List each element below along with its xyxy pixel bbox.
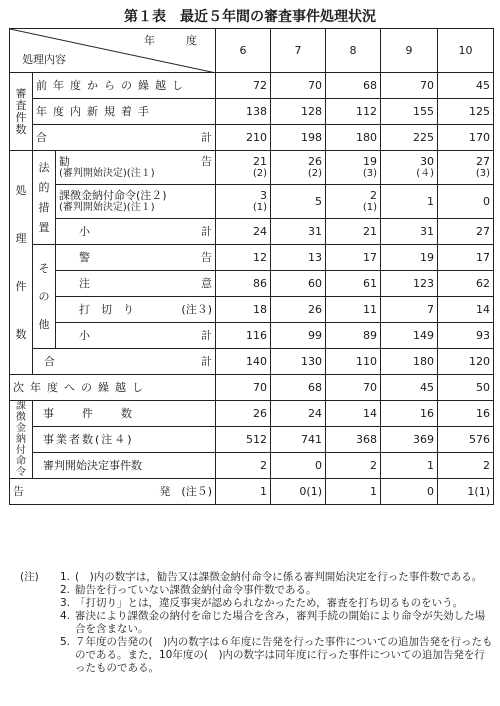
cell-value: 27: [438, 219, 494, 245]
cell-value: 27 (3): [438, 151, 494, 185]
cell-value: 70: [381, 73, 438, 99]
row-label-kankoku: 勧 告 (審判開始決定)(注１): [56, 151, 216, 185]
cell-value: 512: [216, 427, 271, 453]
table-row: [10, 151, 494, 185]
cell-value: 13: [271, 245, 326, 271]
cell-value: 180: [326, 125, 381, 151]
cell-value: 16: [438, 401, 494, 427]
cell-value: 45: [438, 73, 494, 99]
row-label: 事 件 数: [33, 401, 216, 427]
table-row: [10, 427, 494, 453]
cell-value: 18: [216, 297, 271, 323]
cell-value: 1: [381, 185, 438, 219]
cell-value: 123: [381, 271, 438, 297]
cell-value: 149: [381, 323, 438, 349]
row-label: 審判開始決定事件数: [33, 453, 216, 479]
cell-value: 17: [438, 245, 494, 271]
cell-value: 19 (3): [326, 151, 381, 185]
cell-value: 128: [271, 99, 326, 125]
header-row: [10, 29, 494, 73]
cell-value: 120: [438, 349, 494, 375]
cell-value: 14: [438, 297, 494, 323]
cell-value: 138: [216, 99, 271, 125]
table-title: 第１表 最近５年間の審査事件処理状況: [124, 9, 376, 25]
cell-value: 0(1): [271, 479, 326, 505]
cell-value: 14: [326, 401, 381, 427]
cell-value: 110: [326, 349, 381, 375]
cell-value: 21 (2): [216, 151, 271, 185]
table-row: [10, 219, 494, 245]
cell-value: 24: [216, 219, 271, 245]
cell-value: 155: [381, 99, 438, 125]
row-label: 事業者数(注４): [33, 427, 216, 453]
group-label-sonota: その他: [33, 245, 56, 349]
header-corner-cell: [10, 29, 216, 73]
cell-value: 70: [271, 73, 326, 99]
group-label-kachokin: 課徴金納付命令: [10, 401, 33, 479]
cell-value: 68: [326, 73, 381, 99]
table-row: [10, 245, 494, 271]
group-label-shinsa: 審査件数: [10, 73, 33, 151]
table-row: [10, 125, 494, 151]
cell-value: 31: [271, 219, 326, 245]
year-label: 年 度: [144, 34, 208, 47]
group-label-shori: 処理件数: [10, 151, 33, 375]
cell-value: 368: [326, 427, 381, 453]
row-label: 次年度への繰越し: [10, 375, 216, 401]
cell-value: 3 (1): [216, 185, 271, 219]
cell-value: 1: [216, 479, 271, 505]
year-header: 7: [271, 29, 326, 73]
cell-value: 225: [381, 125, 438, 151]
cell-value: 19: [381, 245, 438, 271]
cell-value: 180: [381, 349, 438, 375]
footnotes: [20, 571, 494, 675]
cell-value: 369: [381, 427, 438, 453]
row-label: 合 計: [33, 349, 216, 375]
cell-value: 72: [216, 73, 271, 99]
cell-value: 17: [326, 245, 381, 271]
footnote-item: (注) 1. ( )内の数字は，勧告又は課徴金納付命令に係る審判開始決定を行った事件数である。: [20, 571, 483, 583]
table-row: [10, 297, 494, 323]
footnote-item: 2. 勧告を行っていない課徴金納付命令事件数である。: [59, 584, 317, 596]
cell-value: 1(1): [438, 479, 494, 505]
cell-value: 1: [326, 479, 381, 505]
group-label-hoteki: 法的措置: [33, 151, 56, 245]
cell-value: 70: [326, 375, 381, 401]
cell-value: 116: [216, 323, 271, 349]
row-label: 小 計: [56, 323, 216, 349]
year-header: 6: [216, 29, 271, 73]
table-row: [10, 99, 494, 125]
row-label: 小 計: [56, 219, 216, 245]
row-label: 打 切 り (注３): [56, 297, 216, 323]
cell-value: 576: [438, 427, 494, 453]
table-row: [10, 479, 494, 505]
row-label: 合 計: [33, 125, 216, 151]
row-label: 警 告: [56, 245, 216, 271]
row-label: 年度内新規着手: [33, 99, 216, 125]
cell-value: 61: [326, 271, 381, 297]
table-row: [10, 185, 494, 219]
cell-value: 1: [381, 453, 438, 479]
year-header: 10: [438, 29, 494, 73]
footnote-item: 4. 審決により課徴金の納付を命じた場合を含み，審判手続の開始により命令が失効した場合を含まない。: [59, 610, 486, 635]
cell-value: 45: [381, 375, 438, 401]
cell-value: 26 (2): [271, 151, 326, 185]
row-label-kachokin-meirei: 課徴金納付命令(注２) (審判開始決定)(注１): [56, 185, 216, 219]
table-row: [10, 73, 494, 99]
table-row: [10, 401, 494, 427]
table-row: [10, 453, 494, 479]
process-label: 処理内容: [22, 53, 66, 66]
row-label: 告 発 (注５): [10, 479, 216, 505]
cell-value: 210: [216, 125, 271, 151]
cell-value: 130: [271, 349, 326, 375]
year-header: 9: [381, 29, 438, 73]
cell-value: 86: [216, 271, 271, 297]
cell-value: 30 (４): [381, 151, 438, 185]
cell-value: 89: [326, 323, 381, 349]
cell-value: 140: [216, 349, 271, 375]
cell-value: 2 (1): [326, 185, 381, 219]
footnote-item: 5. ７年度の告発の( )内の数字は６年度に告発を行った事件についての追加告発を行ったものである。また，10年度の( )内の数字は同年度に行った事件についての追加告発を行ったものである。: [59, 636, 493, 674]
cell-value: 12: [216, 245, 271, 271]
table-row: [10, 323, 494, 349]
statistics-table: [9, 28, 494, 505]
cell-value: 0: [271, 453, 326, 479]
cell-value: 16: [381, 401, 438, 427]
table-row: [10, 349, 494, 375]
cell-value: 170: [438, 125, 494, 151]
cell-value: 26: [271, 297, 326, 323]
table-row: [10, 271, 494, 297]
cell-value: 50: [438, 375, 494, 401]
cell-value: 62: [438, 271, 494, 297]
table-row: [10, 375, 494, 401]
cell-value: 198: [271, 125, 326, 151]
cell-value: 68: [271, 375, 326, 401]
cell-value: 31: [381, 219, 438, 245]
footnote-item: 3. 「打切り」とは，違反事実が認められなかったため，審査を打ち切るものをいう。: [59, 597, 464, 609]
cell-value: 112: [326, 99, 381, 125]
row-label: 前年度からの繰越し: [33, 73, 216, 99]
year-header: 8: [326, 29, 381, 73]
cell-value: 93: [438, 323, 494, 349]
cell-value: 2: [438, 453, 494, 479]
cell-value: 60: [271, 271, 326, 297]
cell-value: 26: [216, 401, 271, 427]
cell-value: 741: [271, 427, 326, 453]
cell-value: 2: [216, 453, 271, 479]
cell-value: 99: [271, 323, 326, 349]
cell-value: 2: [326, 453, 381, 479]
row-label: 注 意: [56, 271, 216, 297]
cell-value: 7: [381, 297, 438, 323]
cell-value: 5: [271, 185, 326, 219]
cell-value: 0: [438, 185, 494, 219]
cell-value: 11: [326, 297, 381, 323]
cell-value: 125: [438, 99, 494, 125]
cell-value: 0: [381, 479, 438, 505]
cell-value: 21: [326, 219, 381, 245]
cell-value: 24: [271, 401, 326, 427]
cell-value: 70: [216, 375, 271, 401]
